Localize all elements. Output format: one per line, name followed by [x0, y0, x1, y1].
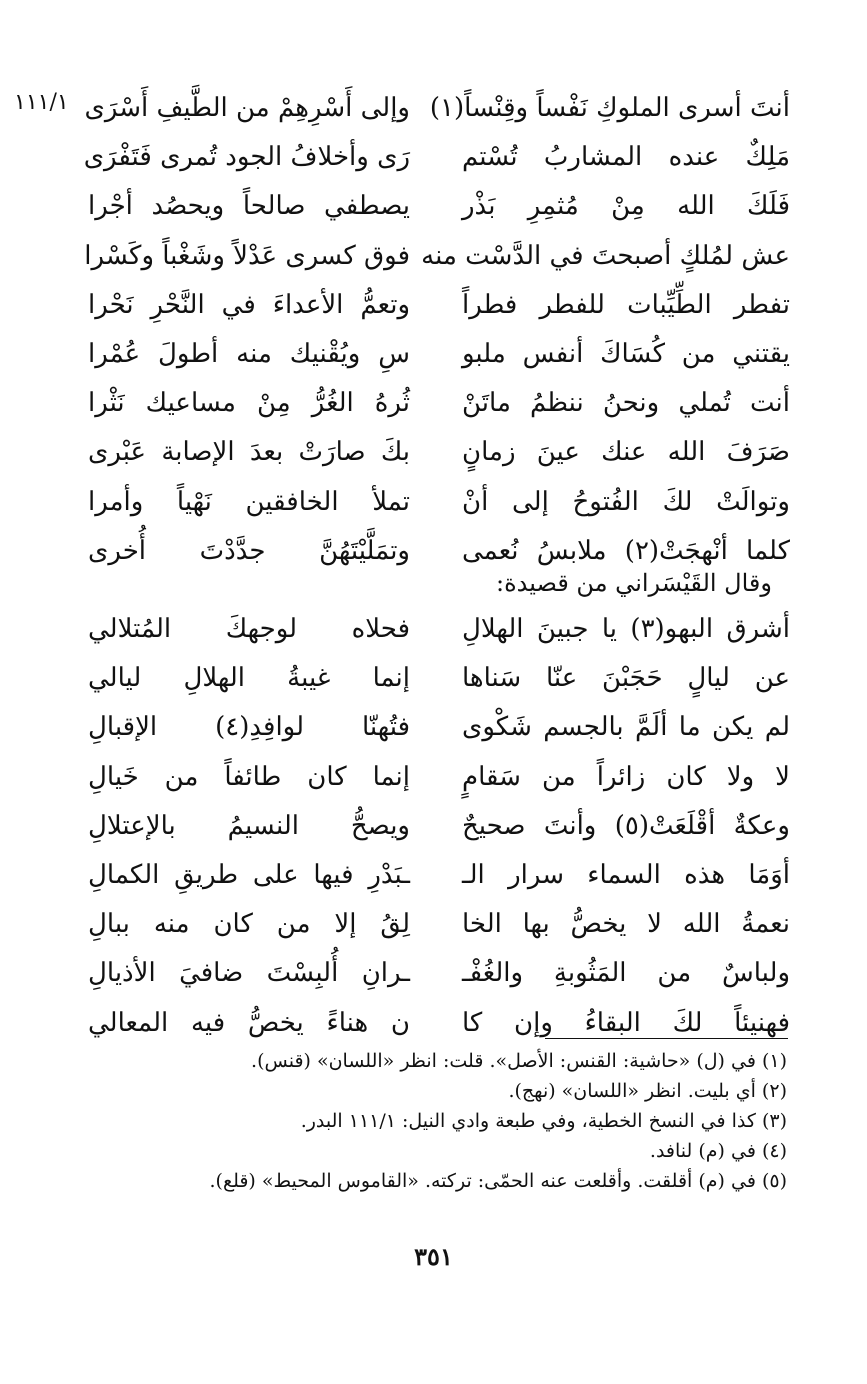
- hemistich: عش لمُلكٍ أصبحتَ في الدَّسْت منه: [421, 240, 790, 271]
- footnotes: [137, 1046, 787, 1196]
- hemistich: أنت تُملي ونحنُ ننظمُ ماتَنْ: [462, 388, 790, 419]
- footnote: (٤) في (م) لنافد.: [649, 1140, 787, 1162]
- hemistich: بكَ صارَتْ بعدَ الإصابة عَبْرى: [88, 437, 410, 468]
- hemistich: رَى وأخلافُ الجود تُمرى فَتَفْرَى: [83, 142, 410, 173]
- hemistich: تملأ الخافقين نَهْياً وأمرا: [88, 486, 410, 517]
- footnote: (١) في (ل) «حاشية: القنس: الأصل». قلت: انظر «اللسان» (قنس).: [251, 1050, 787, 1072]
- hemistich: فحلاه لوجهكَ المُتلالي: [88, 614, 410, 644]
- hemistich: سِ ويُقْنيك منه أطولَ عُمْرا: [88, 338, 410, 369]
- verse-column-left-1: [83, 84, 410, 576]
- page-number: ٣٥١: [414, 1242, 453, 1271]
- hemistich: ـرانِ أُلبِسْتَ ضافيَ الأذيالِ: [88, 958, 410, 989]
- hemistich: إنما كان طائفاً من خَيالِ: [88, 761, 410, 792]
- hemistich: إنما غيبةُ الهلالِ ليالي: [88, 663, 410, 694]
- hemistich: صَرَفَ الله عنك عينَ زمانٍ: [462, 437, 790, 468]
- hemistich: فوق كسرى عَدْلاً وشَغْباً وكَسْرا: [84, 240, 410, 271]
- hemistich: وتمَلَّيْتَهُنَّ جدَّدْتَ أُخرى: [88, 535, 410, 566]
- hemistich: مَلِكٌ عنده المشاربُ تُسْتم: [462, 142, 790, 173]
- hemistich: فَلَكَ الله مِنْ مُثمِرِ بَذْر: [462, 191, 790, 222]
- verse-column-left-2: [88, 605, 410, 1048]
- hemistich: يصطفي صالحاً ويحصُد أجْرا: [88, 191, 410, 222]
- hemistich: فتُهنّا لوافِدِ(٤) الإقبالِ: [88, 712, 411, 743]
- hemistich: أشرق البهو(٣) يا جبينَ الهلالِ: [462, 614, 790, 644]
- hemistich: ويصحُّ النسيمُ بالإعتلالِ: [88, 810, 410, 841]
- hemistich: لم يكن ما ألَمَّ بالجسم شَكْوى: [462, 712, 790, 743]
- hemistich: لا ولا كان زائراً من سَقامٍ: [462, 761, 790, 792]
- hemistich: ولباسٌ من المَثُوبةِ والغُفْـ: [462, 958, 790, 989]
- poem-intro: وقال القَيْسَراني من قصيدة:: [496, 569, 772, 597]
- hemistich: وإلى أَسْرِهِمْ من الطَّيفِ أَسْرَى: [84, 93, 410, 123]
- hemistich: يقتني من كُسَاكَ أنفس ملبو: [462, 338, 790, 369]
- hemistich: ثُرهُ الغُرُّ مِنْ مساعيك نَثْرا: [88, 388, 410, 419]
- hemistich: نعمةُ الله لا يخصُّ بها الخا: [462, 909, 790, 940]
- hemistich: عن ليالٍ حَجَبْنَ عنّا سَناها: [462, 663, 790, 694]
- hemistich: وعكةٌ أقْلَعَتْ(٥) وأنتَ صحيحٌ: [462, 810, 790, 841]
- hemistich: تفطر الطِّيِّبات للفطر فطراً: [462, 289, 790, 320]
- hemistich: فهنيئاً لكَ البقاءُ وإن كا: [462, 1007, 790, 1038]
- footnote-divider: [545, 1038, 788, 1039]
- footnote: (٢) أي بليت. انظر «اللسان» (نهج).: [508, 1080, 787, 1102]
- hemistich: وتوالَتْ لكَ الفُتوحُ إلى أنْ: [462, 486, 790, 517]
- verse-column-right-1: [421, 84, 790, 576]
- hemistich: ن هناءً يخصُّ فيه المعالي: [88, 1007, 410, 1038]
- hemistich: كلما أنْهجَتْ(٢) ملابسُ نُعمى: [462, 535, 790, 566]
- margin-reference: ١١١/١: [14, 90, 69, 115]
- hemistich: أوَمَا هذه السماء سرار الـ: [462, 859, 790, 890]
- footnote: (٥) في (م) أقلقت. وأقلعت عنه الحمّى: تركته. «القاموس المحيط» (قلع).: [209, 1170, 787, 1192]
- hemistich: أنتَ أسرى الملوكِ نَفْساً وقِنْساً(١): [429, 93, 790, 123]
- hemistich: ـبَدْرِ فيها على طريقِ الكمالِ: [88, 859, 410, 890]
- footnote: (٣) كذا في النسخ الخطية، وفي طبعة وادي النيل: ١١١/١ البدر.: [300, 1110, 787, 1132]
- hemistich: وتعمُّ الأعداءَ في النَّحْرِ نَحْرا: [88, 289, 410, 320]
- verse-column-right-2: [462, 605, 790, 1048]
- hemistich: لِقُ إلا من كان منه ببالِ: [88, 909, 410, 940]
